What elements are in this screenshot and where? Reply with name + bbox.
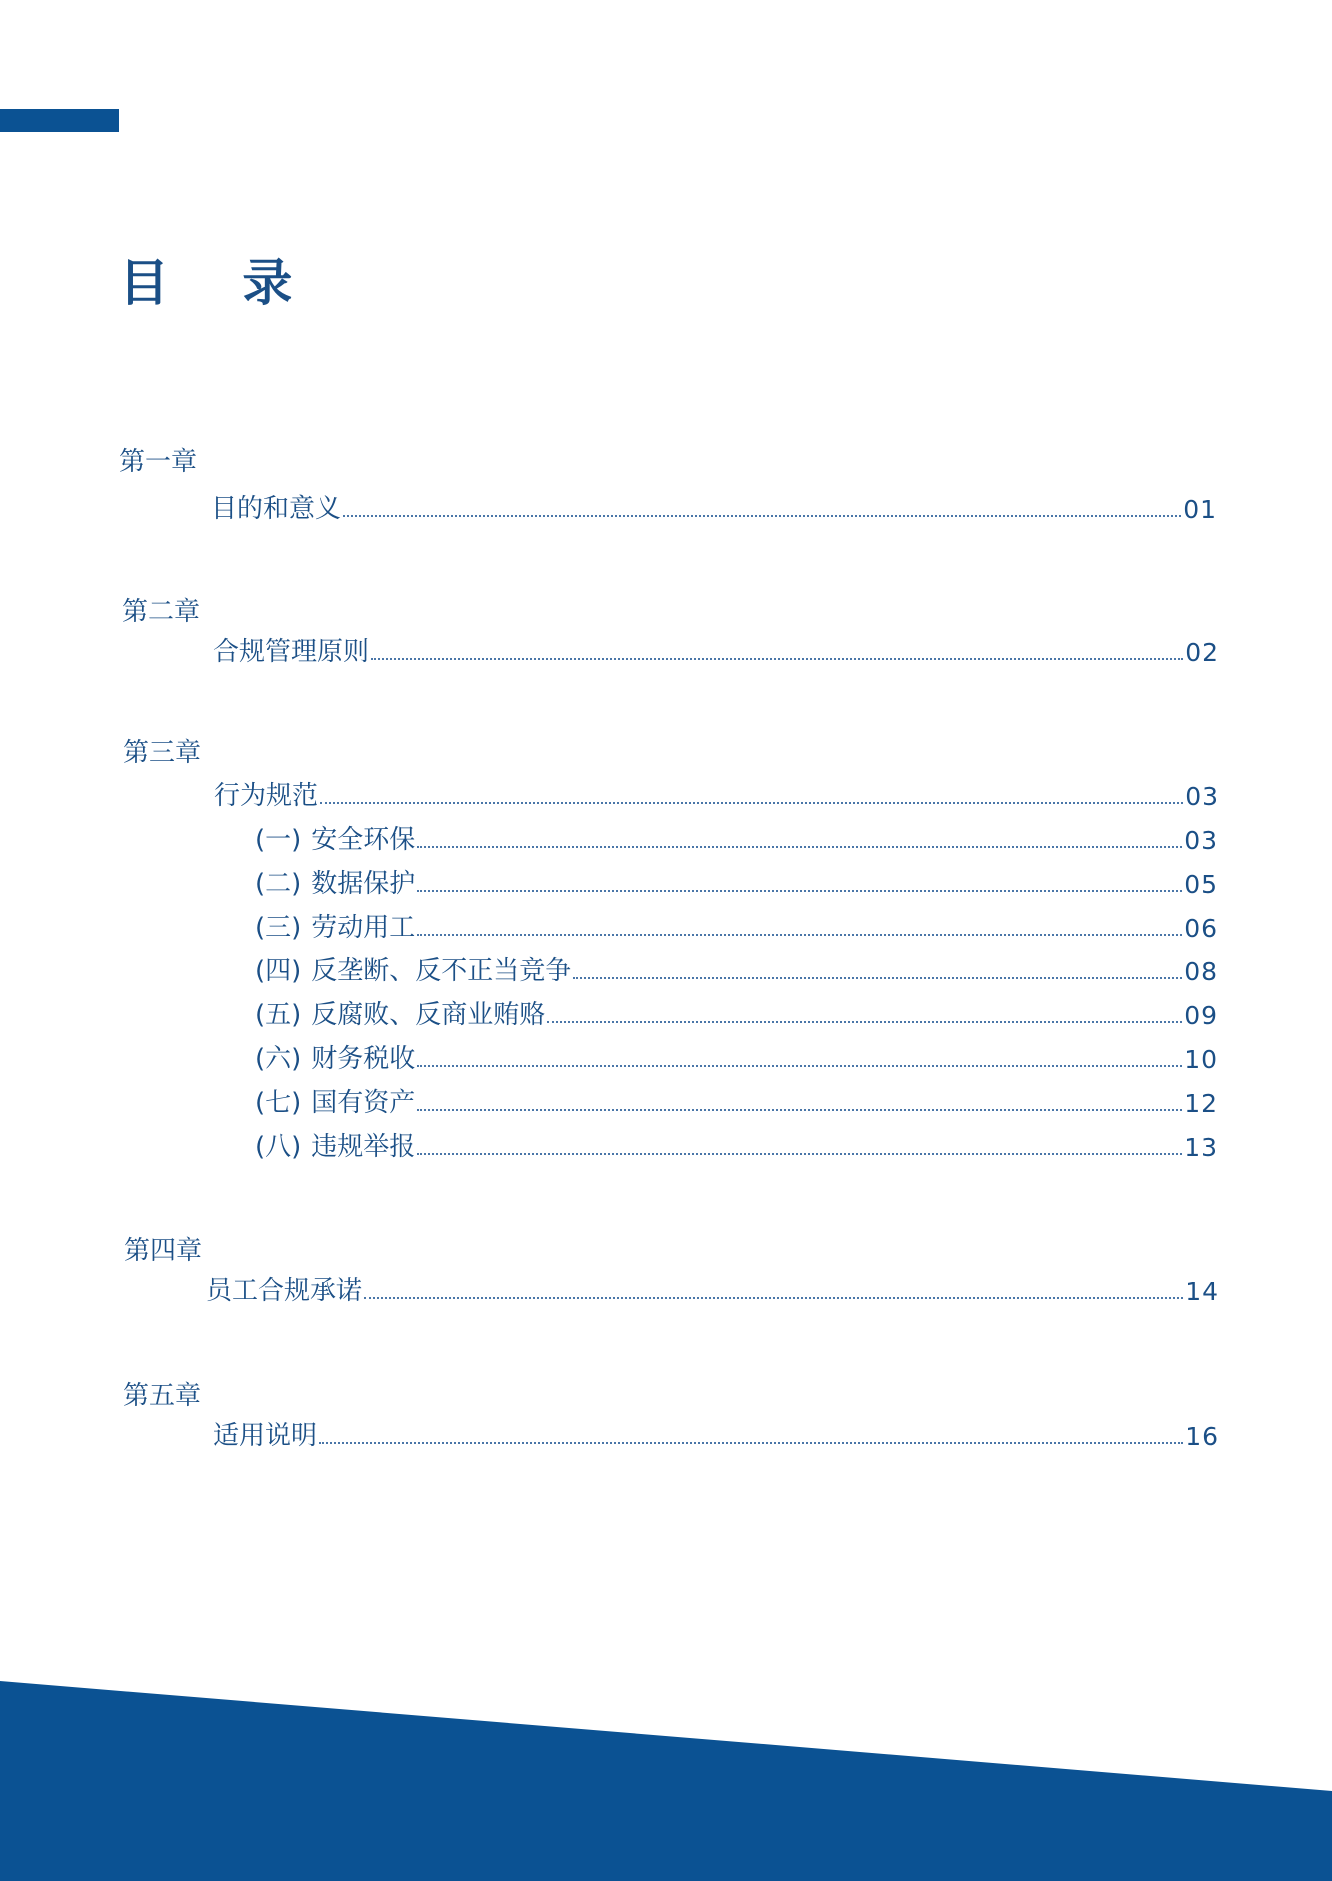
toc-subentry-labor[interactable] xyxy=(255,915,1218,941)
toc-page-number: 10 xyxy=(1184,1045,1218,1074)
toc-entry-purpose[interactable] xyxy=(211,496,1217,522)
toc-entry-text: 目的和意义 xyxy=(211,494,342,524)
toc-entry-text: 国有资产 xyxy=(311,1088,416,1118)
chapter-label-3: 第三章 xyxy=(123,738,202,768)
toc-entry-commitment[interactable] xyxy=(206,1278,1219,1304)
toc-page-number: 03 xyxy=(1185,782,1219,811)
dot-leader xyxy=(547,1020,1182,1023)
dot-leader xyxy=(417,1064,1182,1067)
toc-entry-text: 适用说明 xyxy=(213,1421,318,1451)
toc-subentry-state-assets[interactable] xyxy=(255,1090,1218,1116)
toc-entry-conduct[interactable] xyxy=(214,783,1219,809)
dot-leader xyxy=(417,1108,1182,1111)
toc-subentry-number: (二) xyxy=(255,869,302,899)
toc-entry-text: 财务税收 xyxy=(311,1044,416,1074)
toc-subentry-safety[interactable] xyxy=(255,827,1218,853)
toc-entry-text: 反腐败、反商业贿赂 xyxy=(311,1000,546,1030)
dot-leader xyxy=(417,845,1182,848)
page-title: 目 录 xyxy=(119,254,321,312)
bottom-band-shape xyxy=(0,1681,1332,1881)
toc-page-number: 13 xyxy=(1184,1133,1218,1162)
dot-leader xyxy=(343,514,1181,517)
toc-entry-text: 数据保护 xyxy=(311,869,416,899)
toc-subentry-finance[interactable] xyxy=(255,1046,1218,1072)
toc-subentry-antitrust[interactable] xyxy=(255,958,1218,984)
dot-leader xyxy=(573,976,1182,979)
toc-subentry-number: (七) xyxy=(255,1088,302,1118)
toc-subentry-anticorruption[interactable] xyxy=(255,1002,1218,1028)
dot-leader xyxy=(319,1441,1183,1444)
toc-subentry-number: (一) xyxy=(255,825,302,855)
toc-page-number: 08 xyxy=(1184,957,1218,986)
toc-page-number: 05 xyxy=(1184,870,1218,899)
toc-page-number: 12 xyxy=(1184,1089,1218,1118)
toc-entry-text: 合规管理原则 xyxy=(213,637,370,667)
toc-subentry-number: (四) xyxy=(255,956,302,986)
dot-leader xyxy=(320,801,1183,804)
dot-leader xyxy=(417,933,1182,936)
toc-subentry-number: (八) xyxy=(255,1132,302,1162)
dot-leader xyxy=(417,889,1182,892)
toc-subentry-number: (五) xyxy=(255,1000,302,1030)
toc-subentry-data[interactable] xyxy=(255,871,1218,897)
bottom-decorative-band xyxy=(0,1681,1332,1881)
toc-entry-text: 劳动用工 xyxy=(311,913,416,943)
toc-entry-applicability[interactable] xyxy=(213,1423,1219,1449)
dot-leader xyxy=(364,1296,1183,1299)
toc-page-number: 02 xyxy=(1185,638,1219,667)
toc-entry-text: 安全环保 xyxy=(311,825,416,855)
toc-entry-principles[interactable] xyxy=(213,639,1219,665)
chapter-label-4: 第四章 xyxy=(124,1236,203,1266)
toc-entry-text: 违规举报 xyxy=(311,1132,416,1162)
toc-page-number: 03 xyxy=(1184,826,1218,855)
toc-entry-text: 反垄断、反不正当竞争 xyxy=(311,956,572,986)
toc-entry-text: 员工合规承诺 xyxy=(206,1276,363,1306)
toc-entry-text: 行为规范 xyxy=(214,781,319,811)
chapter-label-5: 第五章 xyxy=(123,1381,202,1411)
chapter-label-2: 第二章 xyxy=(122,597,201,627)
toc-subentry-number: (三) xyxy=(255,913,302,943)
toc-page-number: 01 xyxy=(1183,495,1217,524)
toc-page-number: 06 xyxy=(1184,914,1218,943)
dot-leader xyxy=(371,657,1183,660)
toc-page-number: 14 xyxy=(1185,1277,1219,1306)
toc-subentry-number: (六) xyxy=(255,1044,302,1074)
toc-page-number: 16 xyxy=(1185,1422,1219,1451)
chapter-label-1: 第一章 xyxy=(119,447,198,477)
dot-leader xyxy=(417,1152,1182,1155)
toc-page-number: 09 xyxy=(1184,1001,1218,1030)
toc-subentry-reporting[interactable] xyxy=(255,1134,1218,1160)
